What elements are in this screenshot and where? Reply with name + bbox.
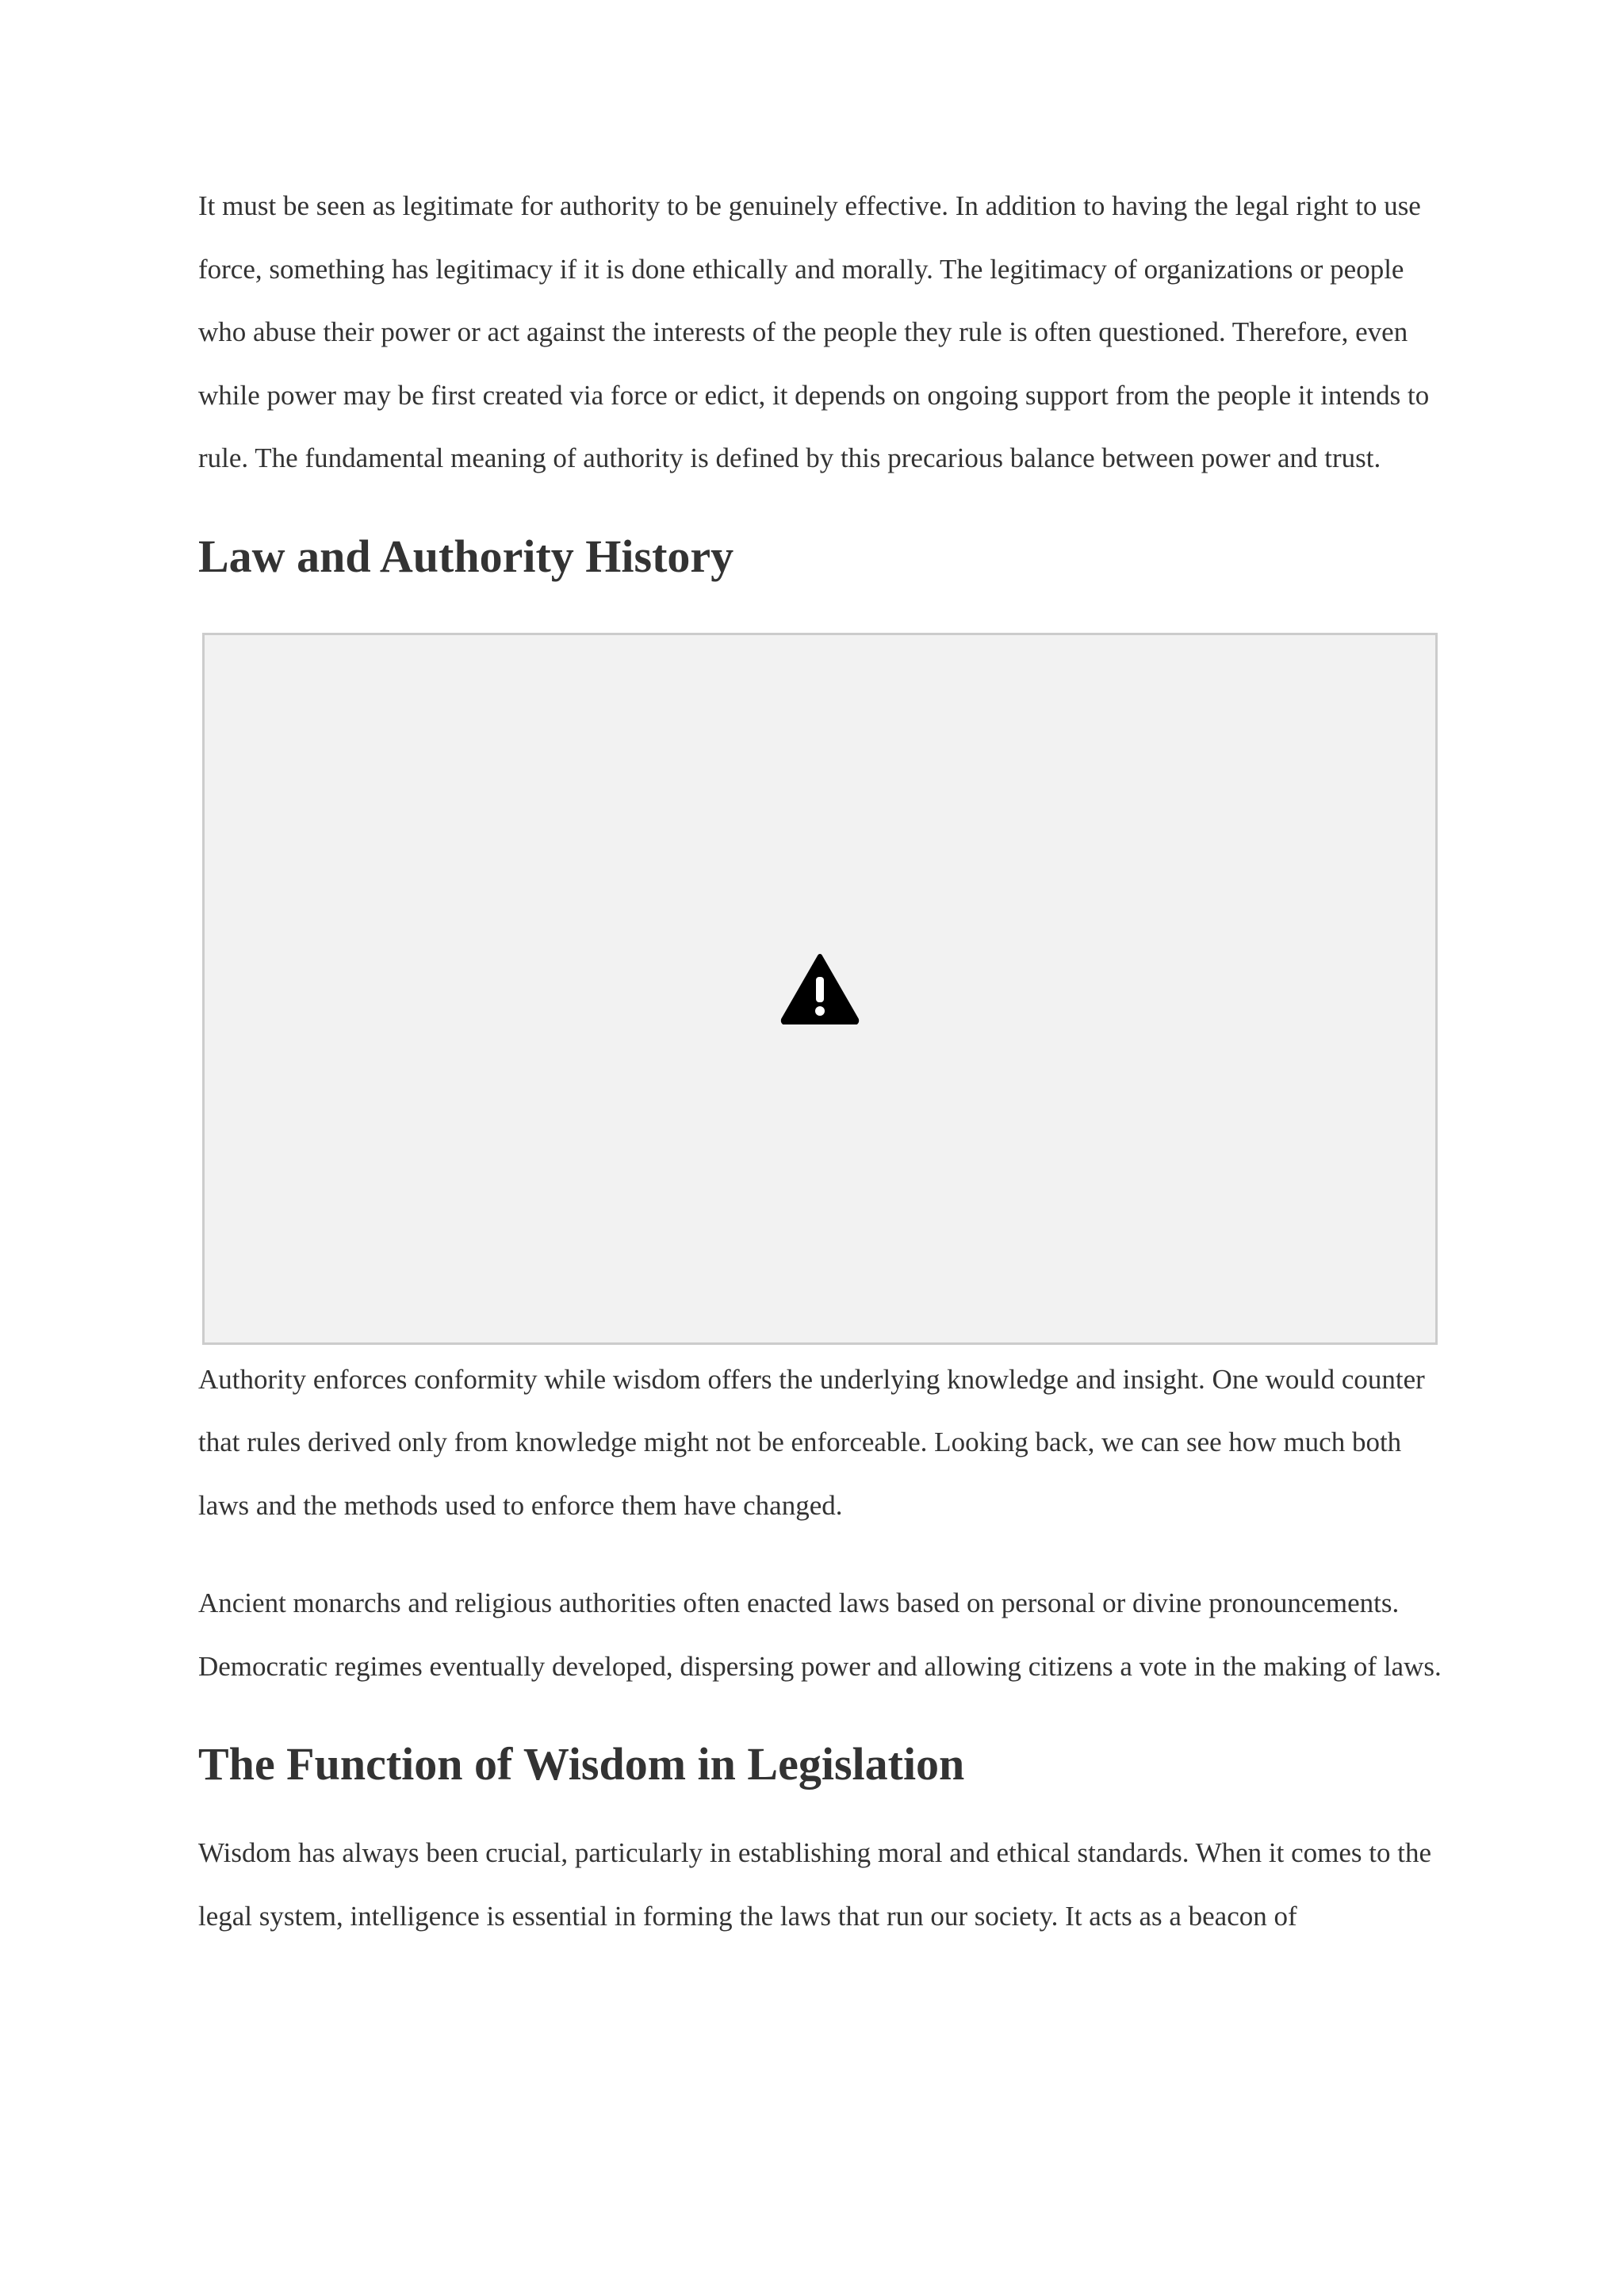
paragraph-legitimacy: It must be seen as legitimate for authority to be genuinely effective. In addition to having the legal right to use force, something has legitimacy if it is done ethically and morally. The legitimacy of organizations or people who abuse their power or act against the interests of the people they rule is often questioned. Therefore, even while power may be first created via force or edict, it depends on ongoing support from the people it intends to rule. The fundamental meaning of authority is defined by this precarious balance between power and trust.: [198, 190, 1430, 473]
document-page: [198, 174, 1443, 1947]
warning-icon: [780, 953, 860, 1024]
paragraph-wisdom-crucial: Wisdom has always been crucial, particularly in establishing moral and ethical standards. When it comes to the legal system, intelligence is essential in forming the laws that run our society. It acts as a beacon of: [198, 1837, 1431, 1932]
paragraph-authority-wisdom: Authority enforces conformity while wisdom offers the underlying knowledge and insight. One would counter that rules derived only from knowledge might not be enforceable. Looking back, we can see how much both laws and the methods used to enforce them have changed.: [198, 1363, 1425, 1521]
heading-function-of-wisdom: The Function of Wisdom in Legislation: [198, 1738, 965, 1790]
broken-image-placeholder: [202, 633, 1438, 1345]
paragraph-ancient-monarchs: Ancient monarchs and religious authorities often enacted laws based on personal or divine pronouncements. Democratic regimes eventually developed, dispersing power and allowing citizens a vote in the making of laws.: [198, 1587, 1442, 1682]
heading-law-and-authority-history: Law and Authority History: [198, 530, 734, 582]
